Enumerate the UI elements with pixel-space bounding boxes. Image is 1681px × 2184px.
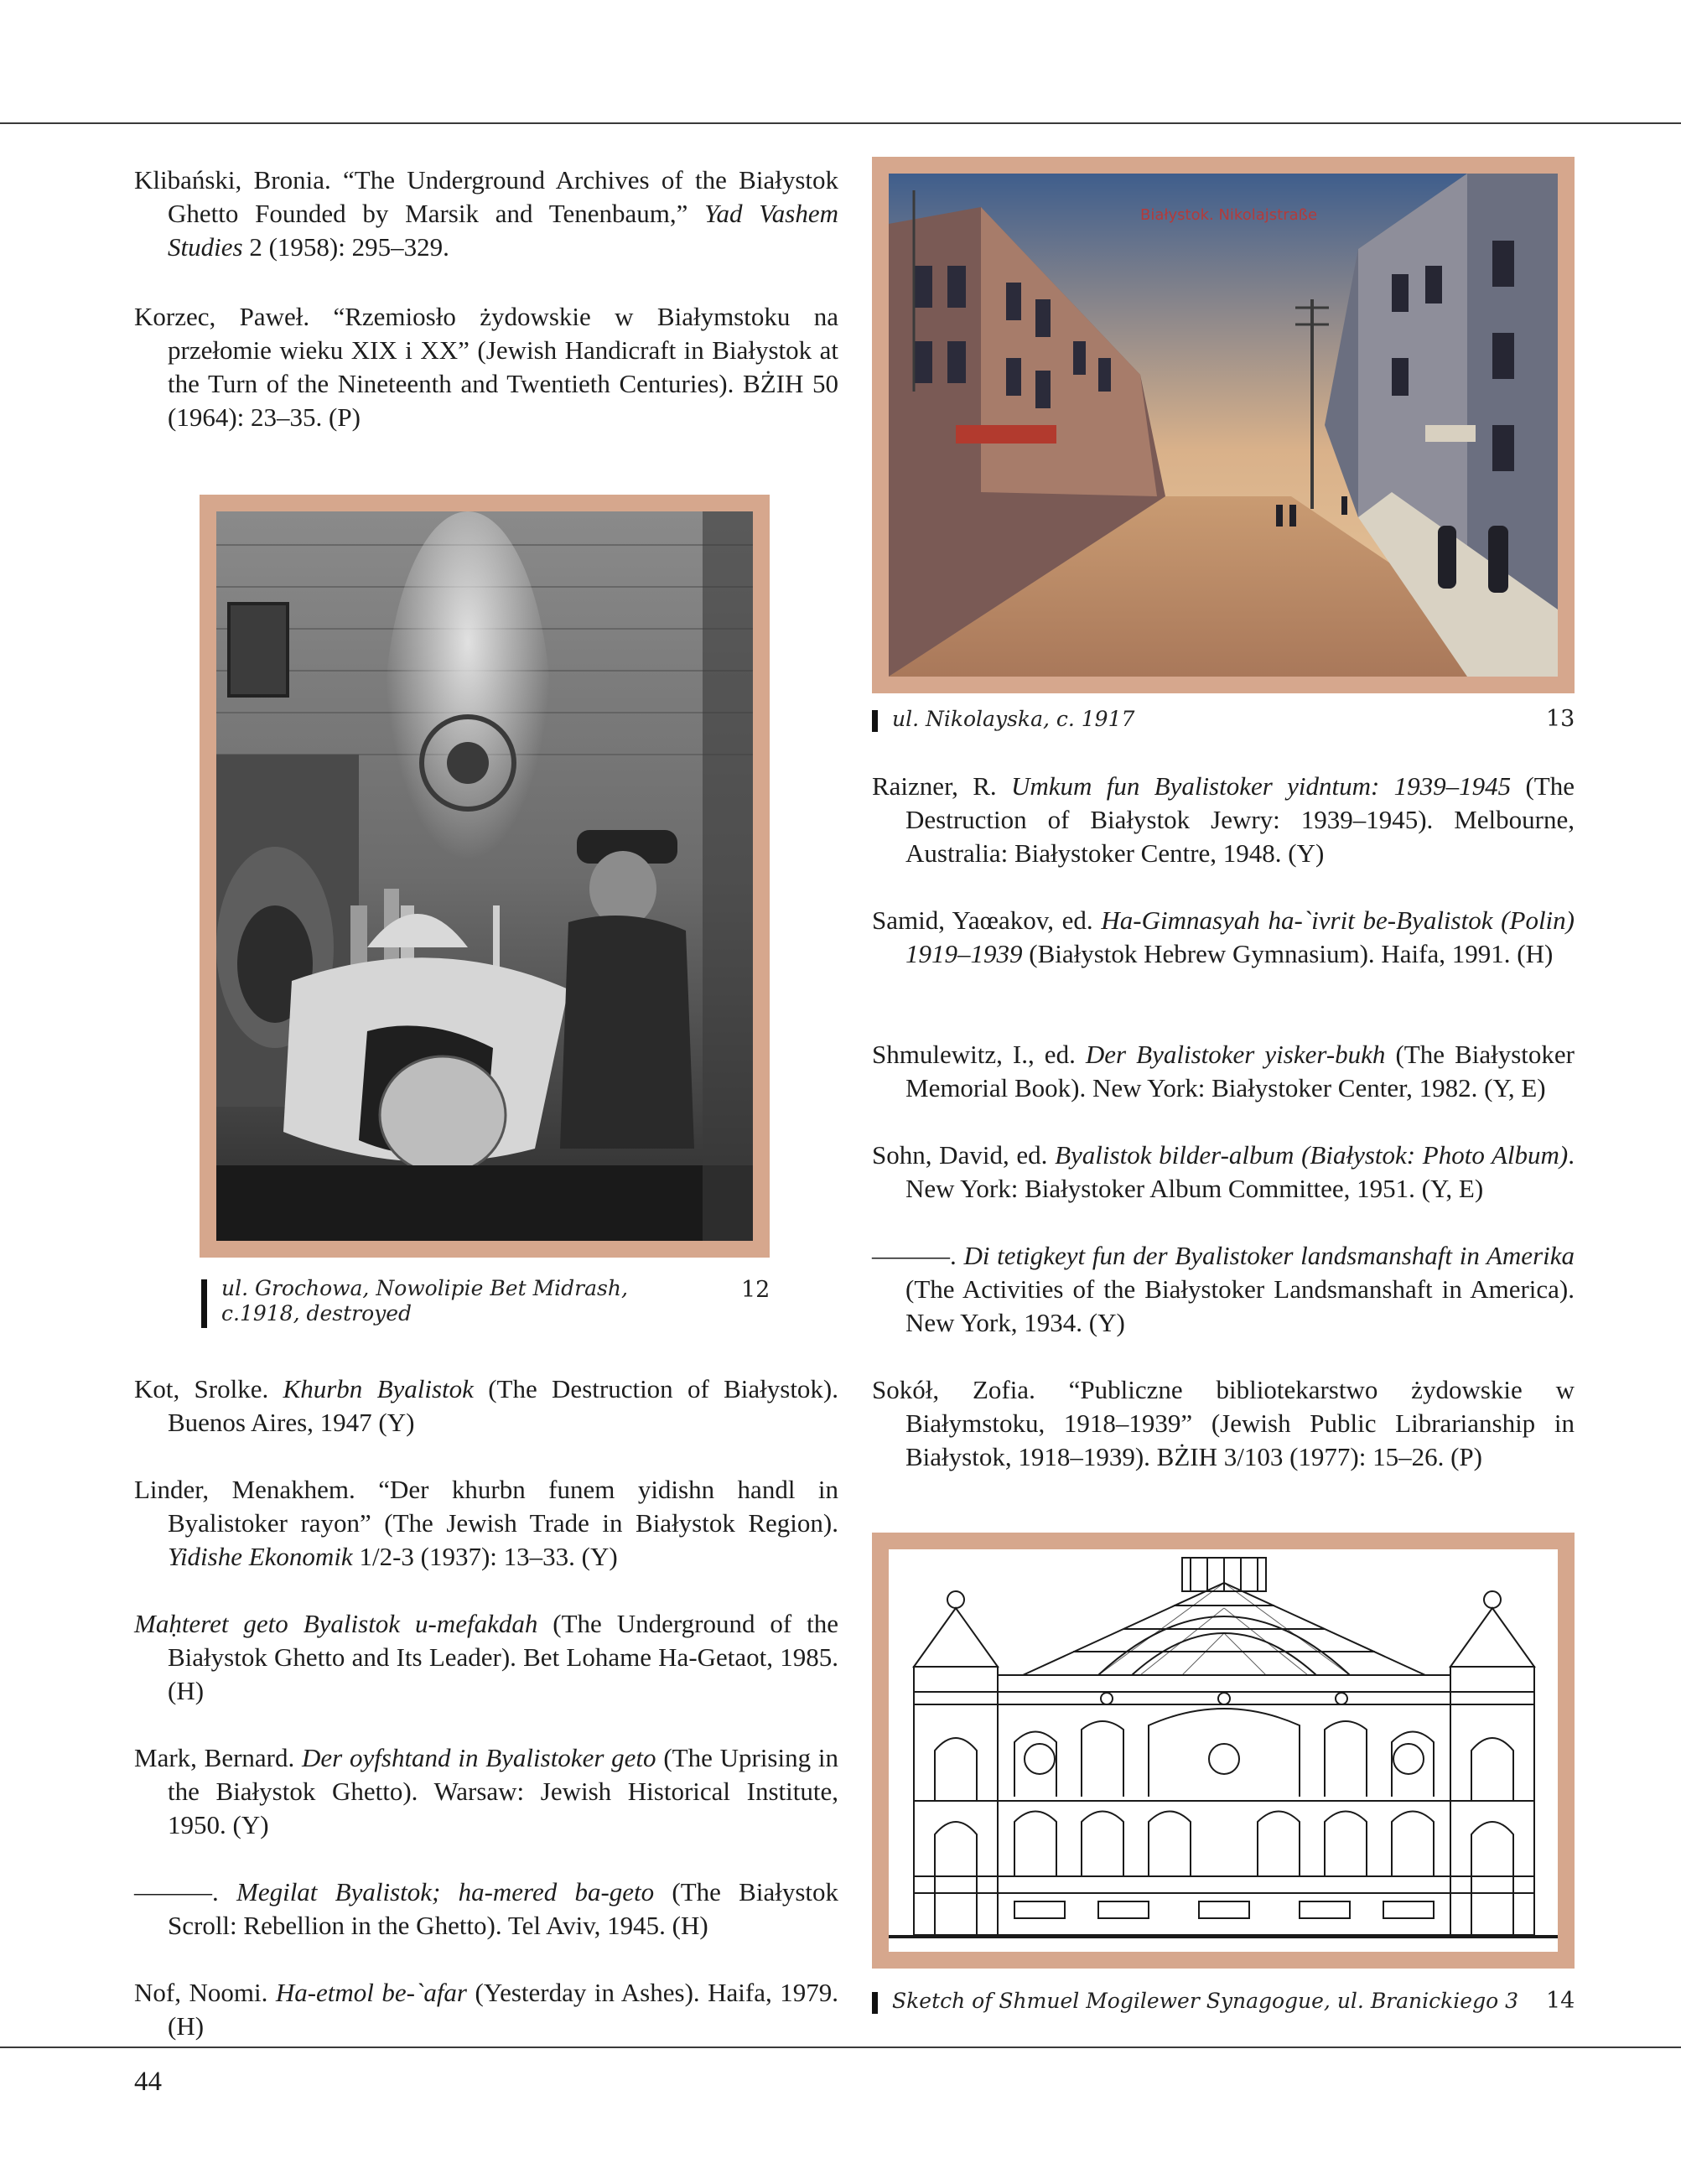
bibliography-entry: Mark, Bernard. Der oyfshtand in Byalistoker geto (The Uprising in the Białystok Ghetto). Warsaw: Jewish Historical Institute, 1950. (Y) [134, 1743, 838, 1839]
bottom-rule [0, 2047, 1681, 2048]
photo-frame-14 [872, 1533, 1575, 1969]
street-postcard-image [889, 174, 1558, 677]
bibliography-entry: Nof, Noomi. Ha-etmol be-`afar (Yesterday in Ashes). Haifa, 1979. (H) [134, 1978, 838, 2041]
photo-frame-13 [872, 157, 1575, 693]
page-number: 44 [134, 2067, 162, 2097]
figure-number: 13 [1546, 706, 1575, 732]
caption-bar [201, 1279, 207, 1328]
synagogue-sketch [889, 1549, 1558, 1952]
photo-frame-12 [200, 495, 770, 1258]
bibliography-entry: ———. Megilat Byalistok; ha-mered ba-geto (The Białystok Scroll: Rebellion in the Ghetto). Tel Aviv, 1945. (H) [134, 1877, 839, 1940]
right-column [872, 0, 1575, 2046]
bibliography-entry: Maḥteret geto Byalistok u-mefakdah (The Underground of the Białystok Ghetto and Its Leader). Bet Lohame Ha-Getaot, 1985. (H) [134, 1609, 838, 1705]
figure-number: 12 [741, 1277, 770, 1303]
bibliography-entry: Samid, Yaœakov, ed. Ha-Gimnasyah ha-`ivrit be-Byalistok (Polin) 1919–1939 (Białystok Hebrew Gymnasium). Haifa, 1991. (H) [872, 905, 1575, 968]
caption-bar [872, 710, 878, 732]
figure-number: 14 [1546, 1988, 1575, 2014]
bet-midrash-photo-image [216, 511, 753, 1241]
bibliography-entry: Raizner, R. Umkum fun Byalistoker yidntum: 1939–1945 (The Destruction of Białystok Jewry: 1939–1945). Melbourne, Australia: Białystoker Centre, 1948. (Y) [872, 771, 1575, 868]
bibliography-entry: Sohn, David, ed. Byalistok bilder-album (Białystok: Photo Album). New York: Białystoker Album Committee, 1951. (Y, E) [872, 1140, 1575, 1203]
left-column [134, 0, 838, 2046]
bibliography-entry: ———. Di tetigkeyt fun der Byalistoker landsmanshaft in Amerika (The Activities of the Białystoker Landsmanshaft in America). New York, 1934. (Y) [872, 1241, 1575, 1337]
street-postcard-photo [889, 174, 1558, 677]
bibliography-entry: Shmulewitz, I., ed. Der Byalistoker yisker-bukh (The Białystoker Memorial Book). New York: Białystoker Center, 1982. (Y, E) [872, 1040, 1575, 1102]
caption-line: c.1918, destroyed [221, 1301, 412, 1325]
bibliography-entry: Klibański, Bronia. “The Underground Archives of the Białystok Ghetto Founded by Marsik and Tenenbaum,” Yad Vashem Studies 2 (1958): 295–329. [134, 165, 838, 262]
bibliography-entry: Linder, Menakhem. “Der khurbn funem yidishn handl in Byalistoker rayon” (The Jewish Trade in Białystok Region). Yidishe Ekonomik 1/2-3 (1937): 13–33. (Y) [134, 1475, 838, 1571]
bibliography-entry: Kot, Srolke. Khurbn Byalistok (The Destruction of Białystok). Buenos Aires, 1947 (Y) [134, 1374, 839, 1437]
synagogue-facade-drawing [889, 1549, 1558, 1952]
bibliography-entry: Korzec, Paweł. “Rzemiosło żydowskie w Białymstoku na przełomie wieku XIX i XX” (Jewish Handicraft in Białystok at the Turn of the Nineteenth and Twentieth Centuries). BŻIH 50 (1964): 23–35. (P) [134, 302, 838, 432]
postcard-label: Białystok. Nikolajstraße [1140, 206, 1318, 224]
bibliography-entry: Sokół, Zofia. “Publiczne bibliotekarstwo żydowskie w Białymstoku, 1918–1939” (Jewish Public Librarianship in Białystok, 1918–1939). BŻIH 3/103 (1977): 15–26. (P) [872, 1375, 1575, 1471]
synagogue-interior-photo [216, 511, 753, 1241]
caption-line: ul. Grochowa, Nowolipie Bet Midrash, [221, 1276, 628, 1300]
photo-caption-14: Sketch of Shmuel Mogilewer Synagogue, ul. Branickiego 3 14 [872, 1989, 1575, 2019]
photo-caption-12 [201, 1276, 771, 1330]
photo-caption-13: ul. Nikolayska, c. 1917 13 [872, 707, 1575, 737]
caption-bar [872, 1992, 878, 2014]
